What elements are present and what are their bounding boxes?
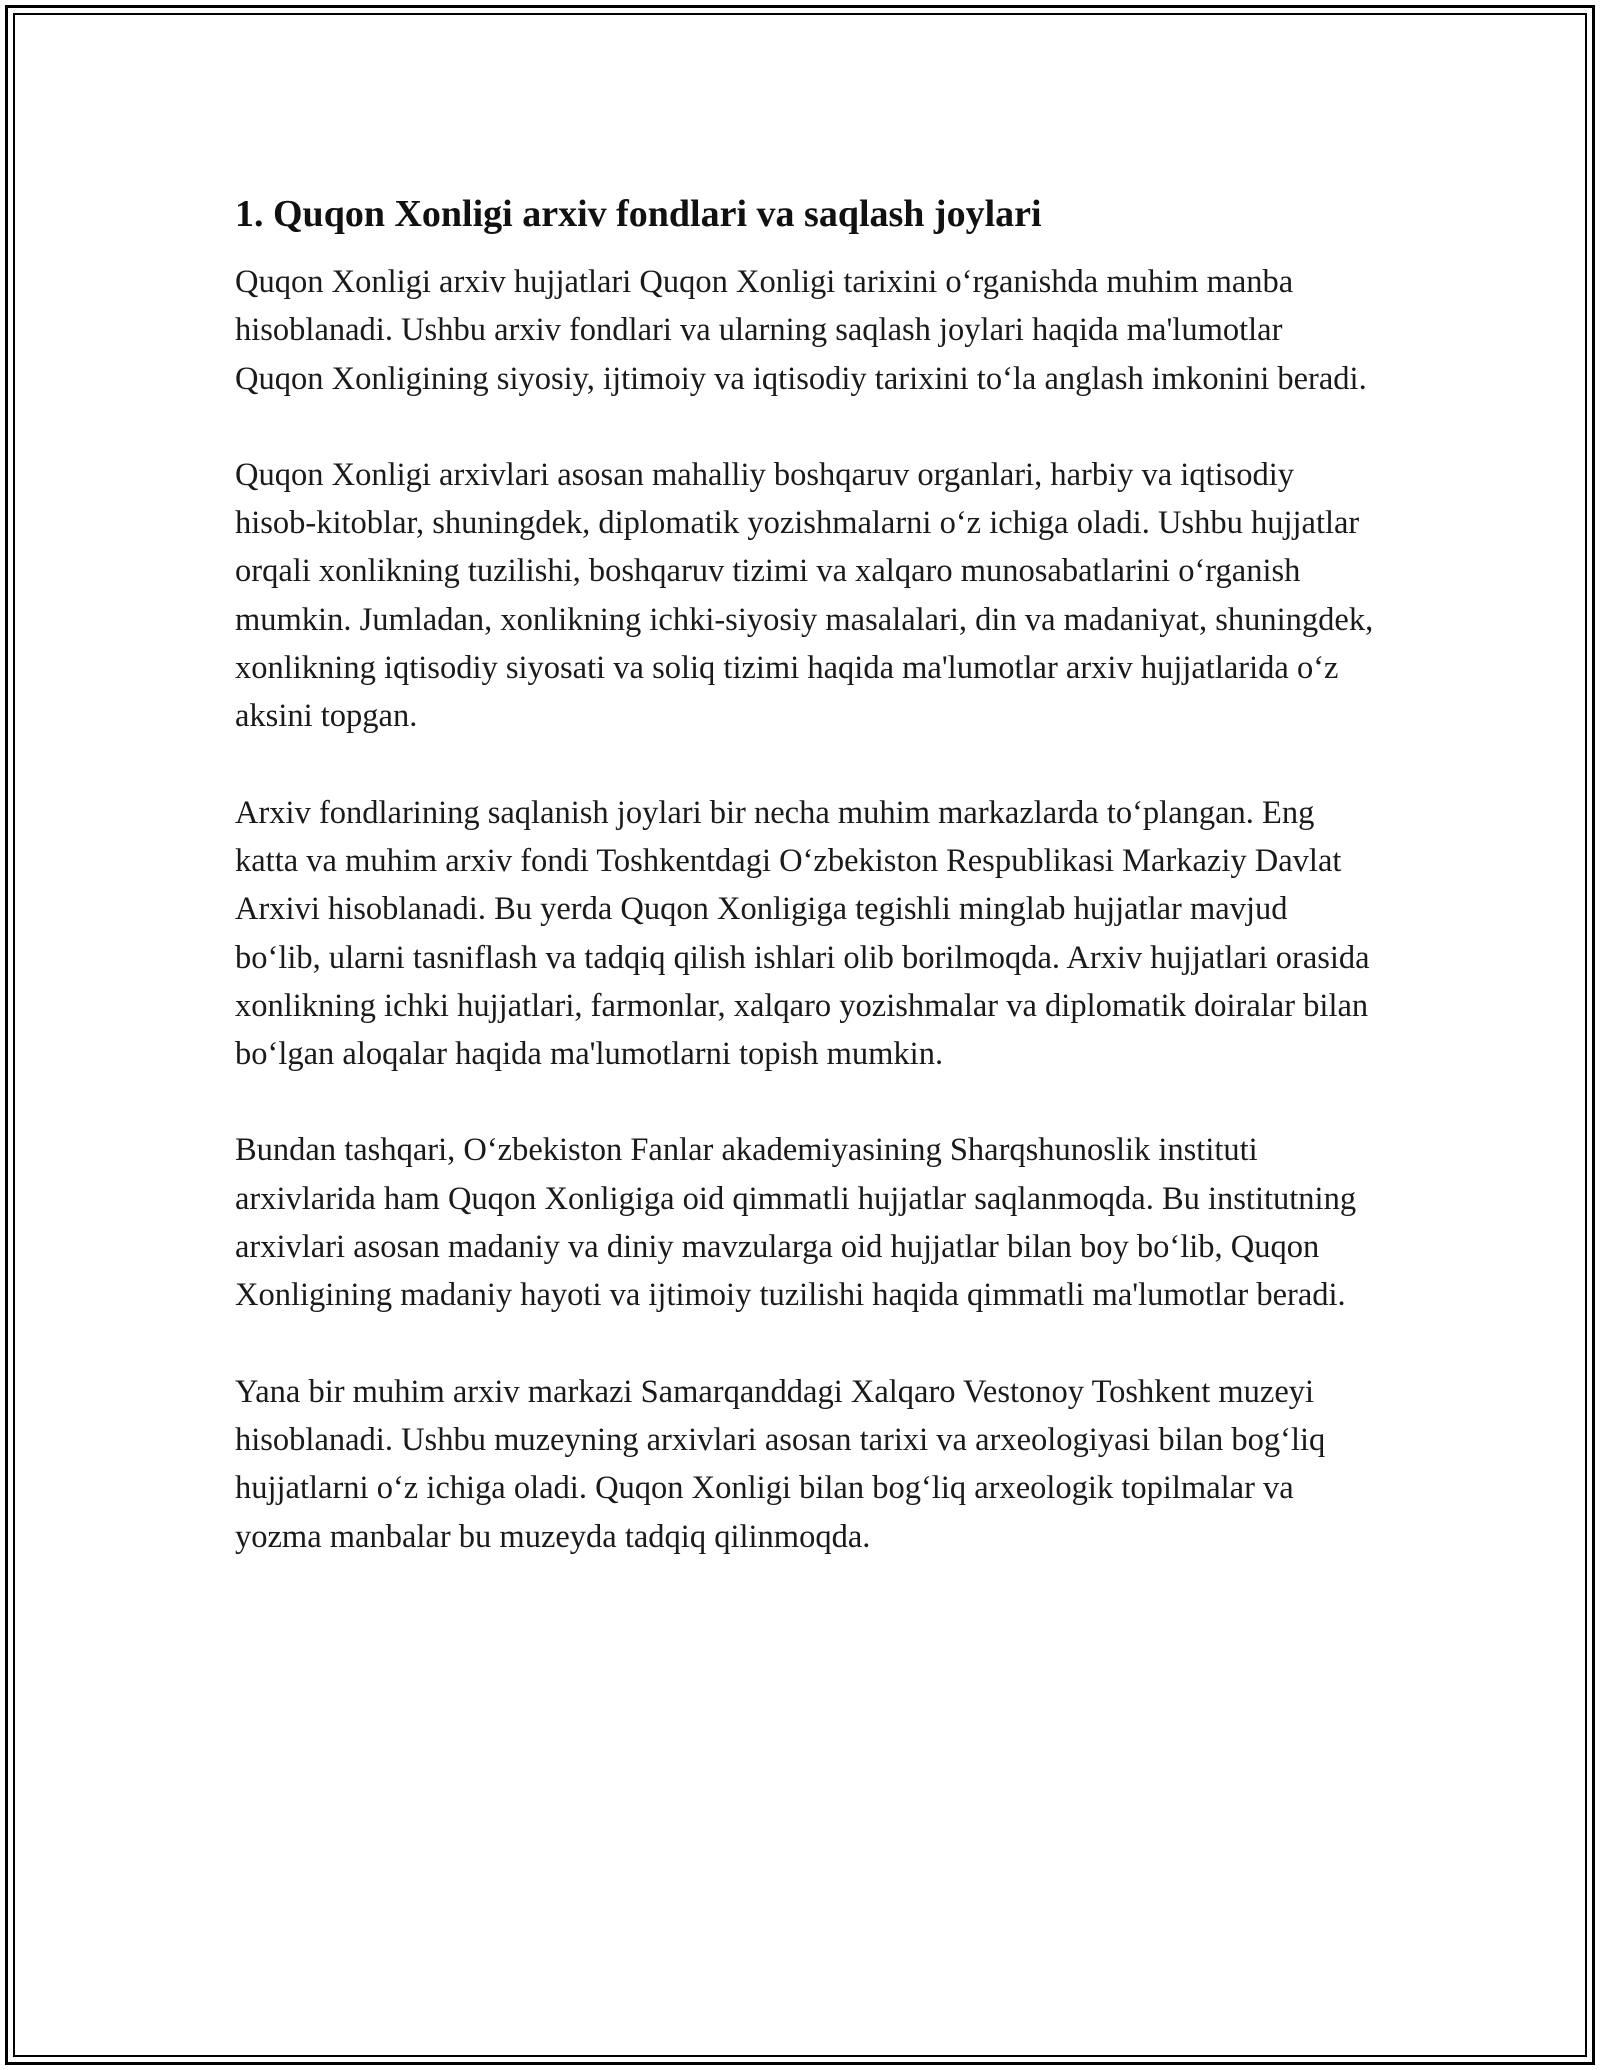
section-heading: 1. Quqon Xonligi arxiv fondlari va saqlash joylari bbox=[235, 193, 1042, 235]
paragraph-2: Quqon Xonligi arxivlari asosan mahalliy boshqaruv organlari, harbiy va iqtisodiy hisob-kitoblar, shuningdek, diplomatik yozishmalarni o‘z ichiga oladi. Ushbu hujjatlar orqali xonlikning tuzilishi, boshqaruv tizimi va xalqaro munosabatlarini o‘rganish mumkin. Jumladan, xonlikning ichki-siyosiy masalalari, din va madaniyat, shuningdek, xonlikning iqtisodiy siyosati va soliq tizimi haqida ma'lumotlar arxiv hujjatlarida o‘z aksini topgan. bbox=[235, 456, 1374, 735]
paragraph-1: Quqon Xonligi arxiv hujjatlari Quqon Xonligi tarixini o‘rganishda muhim manba hisoblanadi. Ushbu arxiv fondlari va ularning saqlash joylari haqida ma'lumotlar Quqon Xonligining siyosiy, ijtimoiy va iqtisodiy tarixini to‘la anglash imkonini beradi. bbox=[235, 264, 1367, 397]
paragraph-3: Arxiv fondlarining saqlanish joylari bir necha muhim markazlarda to‘plangan. Eng katta va muhim arxiv fondi Toshkentdagi O‘zbekiston Respublikasi Markaziy Davlat Arxivi hisoblanadi. Bu yerda Quqon Xonligiga tegishli minglab hujjatlar mavjud bo‘lib, ularni tasniflash va tadqiq qilish ishlari olib borilmoqda. Arxiv hujjatlari orasida xonlikning ichki hujjatlari, farmonlar, xalqaro yozishmalar va diplomatik doiralar bilan bo‘lgan aloqalar haqida ma'lumotlarni topish mumkin. bbox=[235, 794, 1370, 1073]
document-body bbox=[235, 190, 1375, 1609]
paragraph-5: Yana bir muhim arxiv markazi Samarqanddagi Xalqaro Vestonoy Toshkent muzeyi hisoblanadi. Ushbu muzeyning arxivlari asosan tarixi va arxeologiyasi bilan bog‘liq hujjatlarni o‘z ichiga oladi. Quqon Xonligi bilan bog‘liq arxeologik topilmalar va yozma manbalar bu muzeyda tadqiq qilinmoqda. bbox=[235, 1373, 1326, 1555]
paragraph-4: Bundan tashqari, O‘zbekiston Fanlar akademiyasining Sharqshunoslik instituti arxivlarida ham Quqon Xonligiga oid qimmatli hujjatlar saqlanmoqda. Bu institutning arxivlari asosan madaniy va diniy mavzularga oid hujjatlar bilan boy bo‘lib, Quqon Xonligining madaniy hayoti va ijtimoiy tuzilishi haqida qimmatli ma'lumotlar beradi. bbox=[235, 1132, 1357, 1314]
